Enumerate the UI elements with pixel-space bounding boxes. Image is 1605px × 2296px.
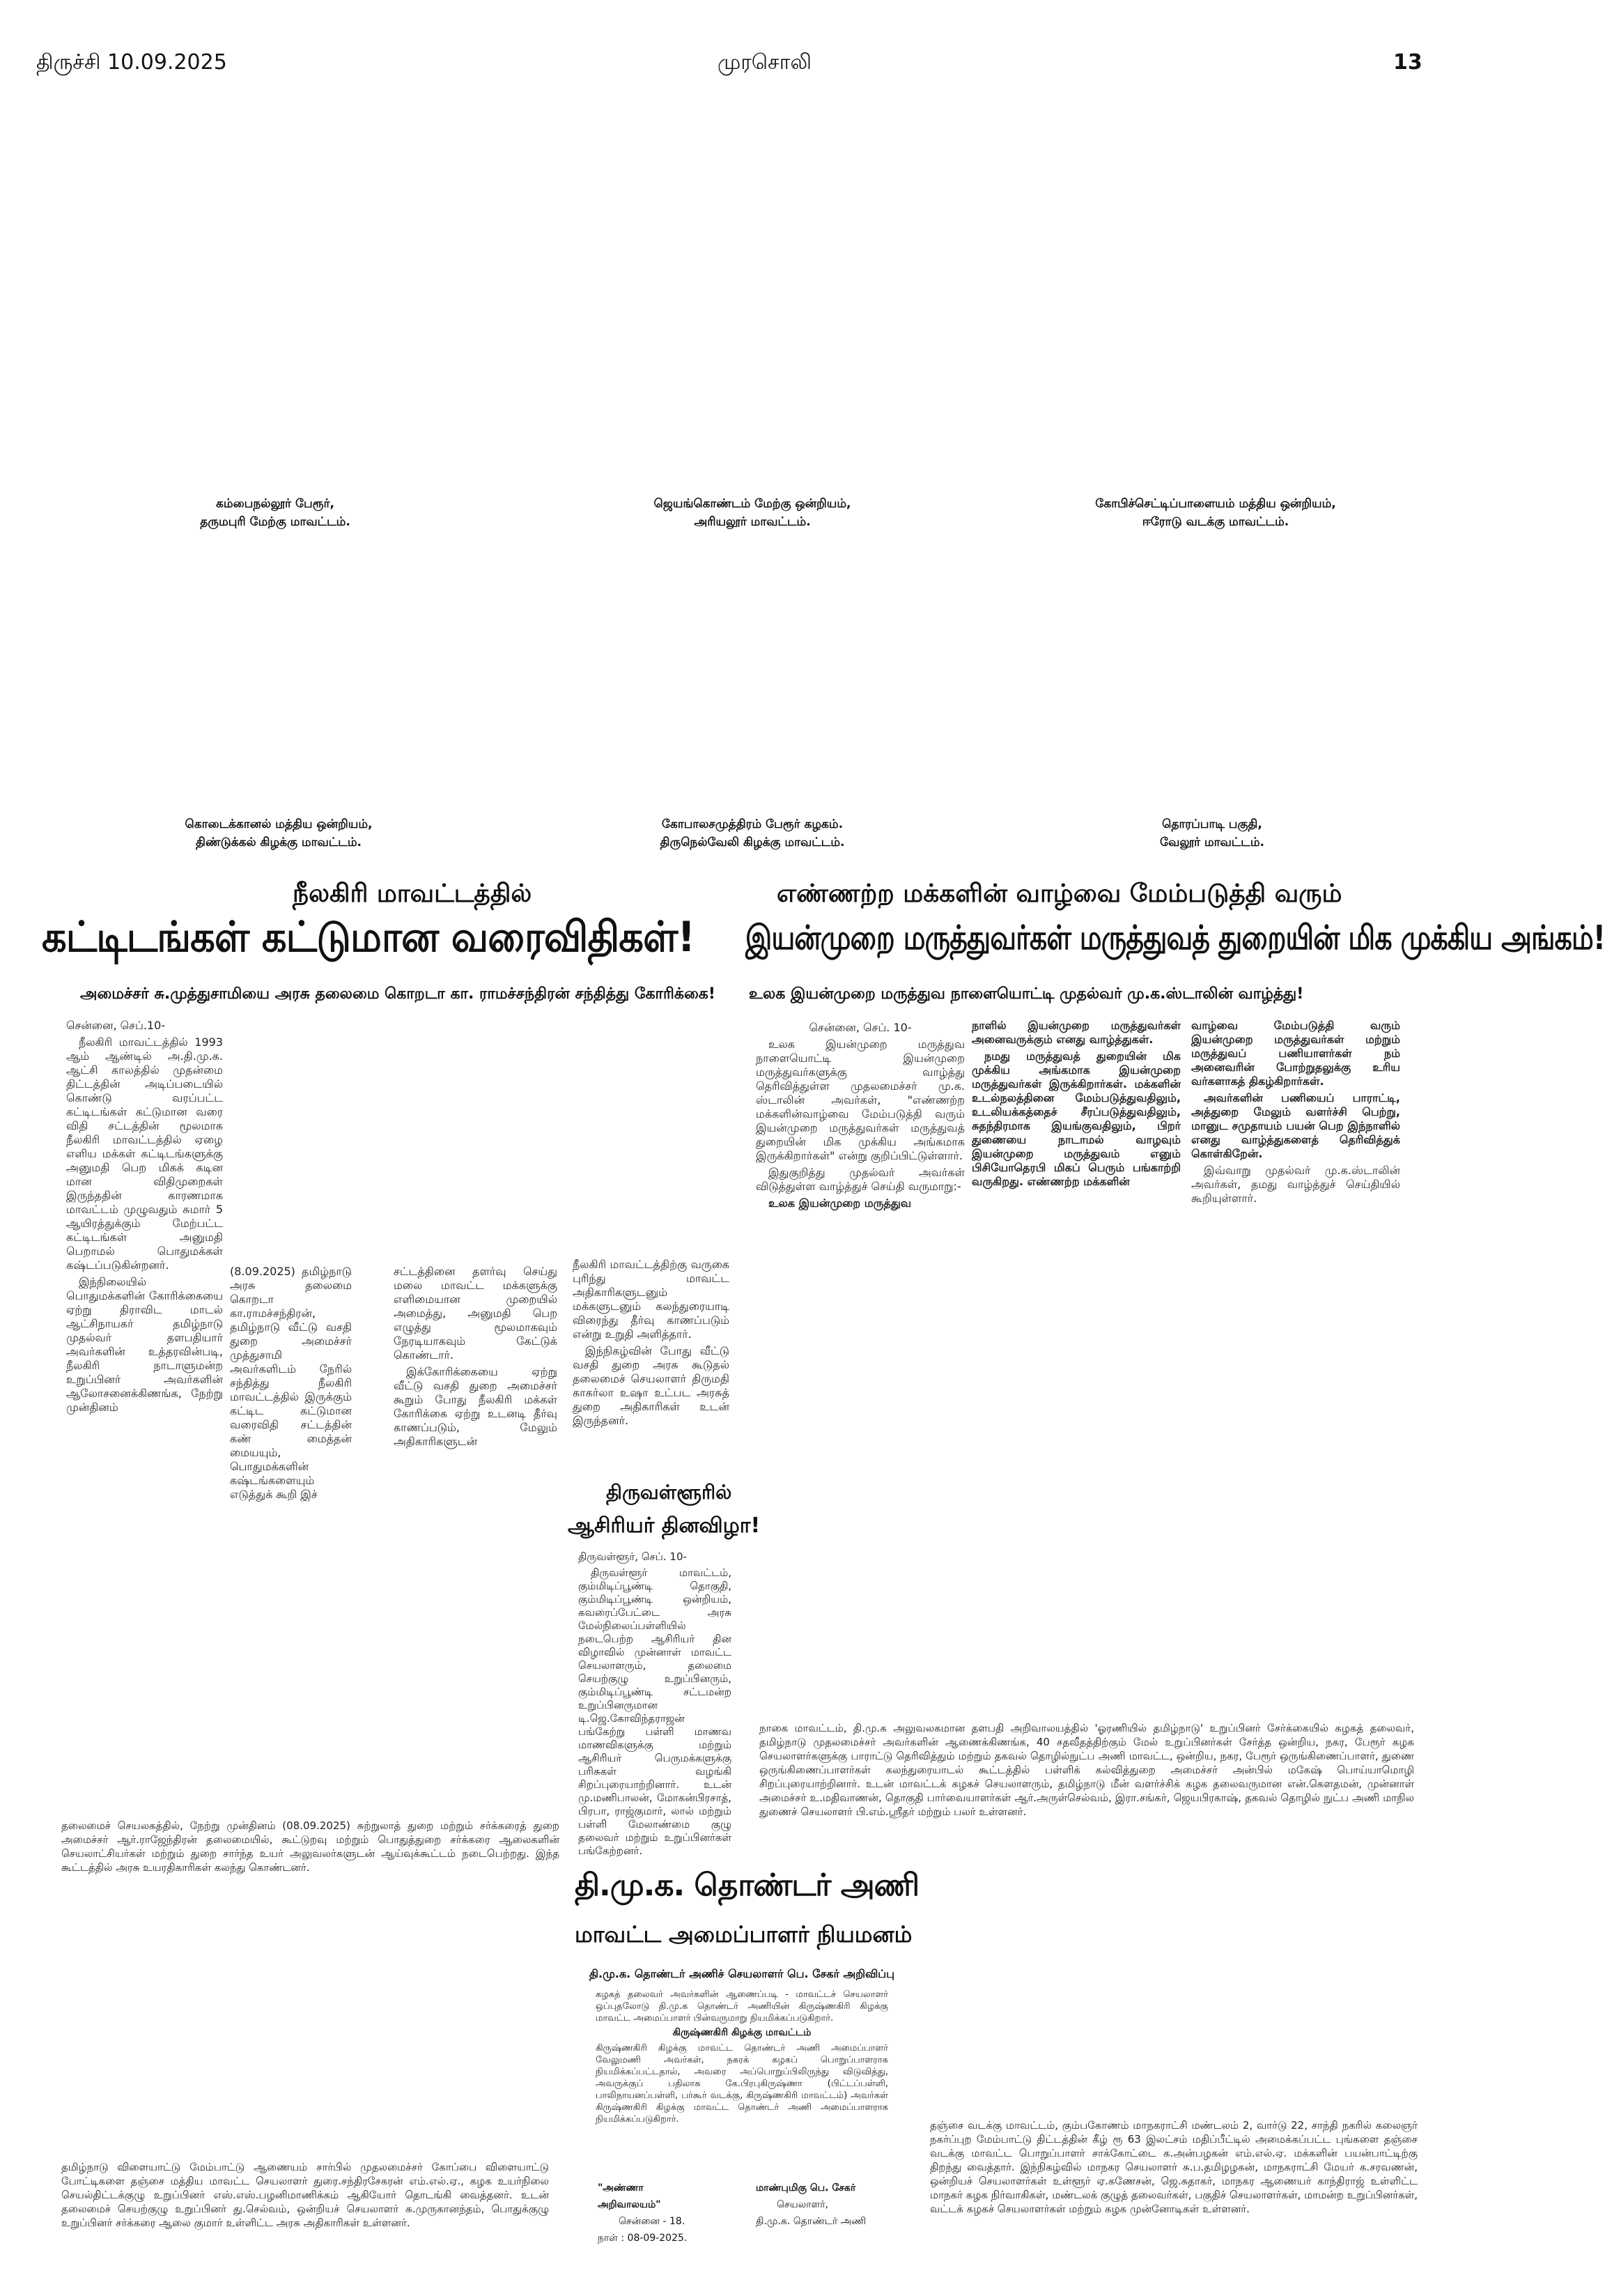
paragraph: உலக இயன்முறை மருத்துவ நாளையொட்டி இயன்முறை மருத்துவர்களுக்கு வாழ்த்து தெரிவித்துள்ள முதலமைச்சர் மு.க. ஸ்டாலின் அவர்கள், "எண்ணற்ற மக்களின்வாழ்வை மேம்படுத்தி வரும் இயன்முறை மருத்துவர்கள் மருத்துவத் துறையின் மிக முக்கிய அங்கமாக இருக்கிறார்கள்" என்று குறிப்பிட்டுள்ளார். [756,1038,965,1162]
caption-line: கோபிச்செட்டிப்பாளையம் மத்திய ஒன்றியம், [1095,497,1336,511]
dateline: திருவள்ளூர், செப். 10- [578,1550,687,1563]
story-column [573,1258,729,1467]
dateline: சென்னை, செப். 10- [809,1021,912,1034]
paragraph: நமது மருத்துவத் துறையின் மிக முக்கிய அங்கமாக இயன்முறை மருத்துவர்கள் இருக்கிறார்கள். மக்களின் உடல்நலத்தினை மேம்படுத்துவதிலும், உடலியக்கத்தைச் சீரப்படுத்துவதிலும், சுதந்திரமாக இயங்குவதிலும், பிறர் துணையை நாடாமல் வாழவும் இயன்முறை மருத்துவம் எனும் பிசியோதெரபி மிகப் பெரும் பங்காற்றி வருகிறது. எண்ணற்ற மக்களின் [972,1049,1181,1188]
paragraph: இந்நிலையில் பொதுமக்களின் கோரிக்கையை ஏற்று திராவிட மாடல் ஆட்சிநாயகர் தமிழ்நாடு முதல்வர் தளபதியார் அவர்களின் உத்தரவின்படி, நீலகிரி நாடாளுமன்ற உறுப்பினர் அவர்களின் ஆலோசனைக்கிணங்க, நேற்று முன்தினம் [66,1275,223,1414]
photo-caption: தலைமைச் செயலகத்தில், நேற்று முன்தினம் (08.09.2025) சுற்றுலாத் துறை மற்றும் சர்க்கரைத் துறை அமைச்சர் ஆர்.ராஜேந்திரன் தலைமையில், கூட்டுறவு மற்றும் பொதுத்துறை சர்க்கரை ஆலைகளின் செயலாட்சியர்கள் மற்றும் துறை சார்ந்த உயர் அலுவலர்களுடன் ஆய்வுக்கூட்டம் நடைபெற்றது. இந்த கூட்டத்தில் அரசு உயரதிகாரிகள் கலந்து கொண்டனர். [61,1819,559,1874]
story-subhead: உலக இயன்முறை மருத்துவ நாளையொட்டி முதல்வர் மு.க.ஸ்டாலின் வாழ்த்து! [749,985,1304,1003]
paragraph: (8.09.2025) தமிழ்நாடு அரசு தலைமை கொறடா கா.ராமச்சந்திரன், தமிழ்நாடு வீட்டு வசதி துறை அமைச்சர் முத்துசாமி அவர்களிடம் நேரில் சந்தித்து நீலகிரி மாவட்டத்தில் இருக்கும் கட்டிட கட்டுமான வரைவிதி சட்டத்தின் கண் மைத்தன் மையயும், பொதுமக்களின் கஷ்டங்களையும் எடுத்துக் கூறி இச் [230,1265,352,1501]
photo-caption [139,815,418,852]
caption-line: திண்டுக்கல் கிழக்கு மாவட்டம். [196,835,362,849]
story-headline: ஆசிரியர் தினவிழா! [568,1513,761,1538]
paragraph: சட்டத்தினை தளர்வு செய்து மலை மாவட்ட மக்களுக்கு எளிமையான முறையில் அமைத்து, அனுமதி பெற எழுத்து மூலமாகவும் நேரடியாகவும் கேட்டுக் கொண்டார். [394,1265,557,1362]
story-column [230,1265,352,1501]
photo-caption: நாகை மாவட்டம், தி.மு.க அலுவலகமான தளபதி அறிவாலயத்தில் 'ஓரணியில் தமிழ்நாடு' உறுப்பினர் சேர்க்கையில் கழகத் தலைவர், தமிழ்நாடு முதலமைச்சர் அவர்களின் ஆணைக்கிணங்க, 40 சதவீதத்திற்கும் மேல் உறுப்பினர்கள் சேர்த்த ஒன்றிய, நகர, பேரூர் கழக செயலாளர்களுக்கு பாராட்டு தெரிவித்தும் மற்றும் தகவல் தொழில்நுட்ப அணி மாவட்ட, ஒன்றிய, நகர, பேரூர் ஒருங்கிணைப்பாளர், துணை ஒருங்கிணைப்பாளர்கள் கலந்துரையாடல் கூட்டத்தில் பள்ளிக் கல்வித்துறை அமைச்சர் அன்பில் மகேஷ் பொய்யாமொழி சிறப்புரையாற்றினார். உடன் மாவட்டக் கழகச் செயலாளரும், தமிழ்நாடு மீன் வளர்ச்சிக் கழக தலைவருமான என்.கௌதமன், முன்னாள் அமைச்சர் உ.மதிவாணன், தொகுதி பார்வையாளர்கள் ஆர்.அருள்செல்வம், இரா.சங்கர், ஜெயபிரகாஷ், தகவல் தொழில் நுட்ப அணி மாநில துணைச் செயலாளர் பி.எம்.ஸ்ரீதர் மற்றும் பலர் உள்ளனர். [759,1722,1414,1818]
caption-line: ஈரோடு வடக்கு மாவட்டம். [1142,515,1289,529]
notice-place: "அண்ணா அறிவாலயம்" [598,2182,661,2210]
notice-date: நாள் : 08-09-2025. [598,2233,688,2244]
paragraph: அவர்களின் பணியைப் பாராட்டி, அத்துறை மேலும் வளர்ச்சி பெற்று, மானுட சமுதாயம் பயன் பெற இந்நாளில் எனது வாழ்த்துகளைத் தெரிவித்துக் கொள்கிறேன். [1191,1091,1400,1160]
paragraph: நாளில் இயன்முறை மருத்துவர்கள் அனைவருக்கும் எனது வாழ்த்துகள். [972,1019,1181,1046]
edition-date: திருச்சி 10.09.2025 [36,50,227,75]
photo-caption: தஞ்சை வடக்கு மாவட்டம், கும்பகோணம் மாநகராட்சி மண்டலம் 2, வார்டு 22, சாந்தி நகரில் கலைஞர் நகர்ப்புற மேம்பாட்டு திட்டத்தின் கீழ் ரூ 63 இலட்சம் மதிப்பீட்டில் அமைக்கப்பட்ட புங்களை தஞ்சை வடக்கு மாவட்ட பொறுப்பாளர் சாக்கோட்டை க.அன்பழகன் எம்.எல்.ஏ. மக்களின் பயன்பாட்டிற்கு திறந்து வைத்தார். இந்நிகழ்வில் மாநகர செயலாளர் சு.ப.தமிழழகன், மாநகராட்சி மேயர் க.சரவணன், ஒன்றியச் செயலாளர்கள் உள்ளூர் ஏ.கணேசன், ஜெ.சுதாகர், மாநகர ஆணையர் காந்திராஜ் உள்ளிட்ட மாநகர் கழக நிர்வாகிகள், மண்டலக் குழுத் தலைவர்கள், பகுதிச் செயலாளர்கள், மாமன்ற உறுப்பினர்கள், வட்டக் கழகச் செயலாளர்கள் மற்றும் கழக முன்னோடிகள் உள்ளனர். [930,2119,1418,2215]
story-column [66,1019,223,1465]
photo-caption [613,495,892,531]
page-number: 13 [1393,50,1422,75]
photo-caption [606,815,899,852]
notice-title: தி.மு.க. தொண்டர் அணி [575,1867,920,1903]
paragraph: இதுகுறித்து முதல்வர் அவர்கள் விடுத்துள்ள வாழ்த்துச் செய்தி வருமாறு:- [756,1166,965,1193]
notice-city: சென்னை - 18. [619,2216,685,2227]
story-headline: கட்டிடங்கள் கட்டுமான வரைவிதிகள்! [42,913,695,962]
caption-line: கோபாலசமுத்திரம் பேரூர் கழகம். [661,817,844,831]
story-kicker: நீலகிரி மாவட்டத்தில் [293,879,532,908]
notice-intro: கழகத் தலைவர் அவர்களின் ஆணைப்படி - மாவட்டச் செயலாளர் ஒப்புதலோடு தி.மு.க தொண்டர் அணியின் கிருஷ்ணகிரி கிழக்கு மாவட்ட அமைப்பாளர் பின்வருமாறு நியமிக்கப்படுகிறார். [596,1989,888,2024]
caption-line: ஜெயங்கொண்டம் மேற்கு ஒன்றியம், [653,497,851,511]
caption-line: திருநெல்வேலி கிழக்கு மாவட்டம். [660,835,845,849]
notice-body: கிருஷ்ணகிரி கிழக்கு மாவட்ட தொண்டர் அணி அமைப்பாளர் வேலுமணி அவர்கள், நகரக் கழகப் பொறுப்பாளராக நியமிக்கப்பட்டதால், அவரை அப்பொறுப்பிலிருந்து விடுவித்து, அவருக்குப் பதிலாக கே.பிரபுகிருஷ்ணா (பிட்டப்பள்ளி, பாலிநாயனப்பள்ளி, பர்கூர் வடக்கு, கிருஷ்ணகிரி மாவட்டம்) அவர்கள் கிருஷ்ணகிரி கிழக்கு மாவட்ட தொண்டர் அணி அமைப்பாளராக நியமிக்கப்படுகிறார். [596,2043,888,2125]
notice-district: கிருஷ்ணகிரி கிழக்கு மாவட்டம் [672,2027,812,2038]
caption-line: தருமபுரி மேற்கு மாவட்டம். [200,515,350,529]
notice-signature-block [756,2180,895,2230]
paragraph: நீலகிரி மாவட்டத்தில் 1993 ஆம் ஆண்டில் அ.தி.மு.க. ஆட்சி காலத்தில் முதன்மை திட்டத்தின் அடிப்படையில் கொண்டு வரப்பட்ட கட்டிடங்கள் கட்டுமான வரை விதி சட்டத்தின் மூலமாக நீலகிரி மாவட்டத்தில் ஏழை எளிய மக்கள் கட்டிடங்களுக்கு அனுமதி பெற மிகக் கடின மான விதிமுறைகள் இருந்ததின் காரணமாக மாவட்டம் முழுவதும் சுமார் 5 ஆயிரத்துக்கும் மேற்பட்ட கட்டிடங்கள் அனுமதி பெறாமல் பொதுமக்கள் கஷ்டப்படுகின்றனர். [66,1035,223,1272]
paragraph: திருவள்ளூர் மாவட்டம், கும்மிடிப்பூண்டி தொகுதி, கும்மிடிப்பூண்டி ஒன்றியம், கவரைப்பேட்டை அரசு மேல்நிலைப்பள்ளியில் நடைபெற்ற ஆசிரியர் தின விழாவில் முன்னாள் மாவட்ட செயலாளரும், தலைமை செயற்குழு உறுப்பினரும், கும்மிடிப்பூண்டி சட்டமன்ற உறுப்பினருமான டி.ஜெ.கோவிந்தராஜன் பங்கேற்று பள்ளி மாணவ மாணவிகளுக்கு மற்றும் ஆசிரியர் பெருமக்களுக்கு பரிசுகள் வழங்கி சிறப்புரையாற்றினார். உடன் மு.மணிபாலன், மோகன்பிரசாத், பிரபா, ராஜ்குமார், லால் மற்றும் பள்ளி மேலாண்மை குழு தலைவர் மற்றும் உறுப்பினர்கள் பங்கேற்றனர். [578,1566,731,1857]
notice-signature-org: தி.மு.க. தொண்டர் அணி [756,2216,867,2227]
story-kicker: எண்ணற்ற மக்களின் வாழ்வை மேம்படுத்தி வரும் [777,879,1342,908]
paragraph: இந்நிகழ்வின் போது வீட்டு வசதி துறை அரசு கூடுதல் தலைமைச் செயலாளர் திருமதி காகர்லா உஷா உட்பட அரசுத் துறை அதிகாரிகள் உடன் இருந்தனர். [573,1344,729,1427]
story-column [394,1265,557,1467]
photo-caption [1059,495,1372,531]
story-column [1191,1019,1400,1252]
notice-byline: தி.மு.க. தொண்டர் அணிச் செயலாளர் பெ. சேகர் அறிவிப்பு [589,1967,895,1980]
caption-line: அரியலூர் மாவட்டம். [694,515,811,529]
paragraph: இக்கோரிக்கையை ஏற்று வீட்டு வசதி துறை அமைச்சர் கூறும் போது நீலகிரி மக்கள் கோரிக்கை ஏற்று உடனடி தீர்வு காணப்படும், மேலும் அதிகாரிகளுடன் [394,1365,557,1448]
caption-line: தொரப்பாடி பகுதி, [1162,817,1262,831]
photo-caption [150,495,401,531]
photo-caption [1087,815,1338,852]
story-column [756,1021,965,1251]
paragraph: வாழ்வை மேம்படுத்தி வரும் இயன்முறை மருத்துவர்கள் மற்றும் மருத்துவப் பணியாளர்கள் நம் அனைவரின் போற்றுதலுக்கு உரிய வர்களாகத் திகழ்கிறார்கள். [1191,1019,1400,1088]
paragraph: உலக இயன்முறை மருத்துவ [768,1196,912,1210]
notice-subtitle: மாவட்ட அமைப்பாளர் நியமனம் [575,1921,913,1948]
story-column [578,1550,731,1857]
notice-signature-role: செயலாளர், [777,2199,828,2210]
notice-signature-name: மாண்புமிகு பெ. சேகர் [756,2182,856,2194]
story-kicker: திருவள்ளூரில் [606,1481,732,1504]
caption-line: வேலூர் மாவட்டம். [1160,835,1264,849]
dateline: சென்னை, செப்.10- [66,1019,166,1032]
masthead: முரசொலி [718,50,812,75]
notice-place-block [598,2180,709,2247]
caption-line: கம்பைநல்லூர் பேரூர், [216,497,334,511]
paragraph: இவ்வாறு முதல்வர் மு.க.ஸ்டாலின் அவர்கள், தமது வாழ்த்துச் செய்தியில் கூறியுள்ளார். [1191,1164,1400,1205]
story-headline: இயன்முறை மருத்துவர்கள் மருத்துவத் துறையின் மிக முக்கிய அங்கம்! [745,918,1605,957]
story-column [972,1019,1181,1252]
story-subhead: அமைச்சர் சு.முத்துசாமியை அரசு தலைமை கொறடா கா. ராமச்சந்திரன் சந்தித்து கோரிக்கை! [80,985,715,1003]
caption-line: கொடைக்கானல் மத்திய ஒன்றியம், [185,817,373,831]
paragraph: நீலகிரி மாவட்டத்திற்கு வருகை புரிந்து மாவட்ட அதிகாரிகளுடனும் மக்களுடனும் கலந்துரையாடி விரைந்து தீர்வு காணப்படும் என்று உறுதி அளித்தார். [573,1258,729,1341]
photo-caption: தமிழ்நாடு விளையாட்டு மேம்பாட்டு ஆணையம் சார்பில் முதலமைச்சர் கோப்பை விளையாட்டு போட்டிகளை தஞ்சை மத்திய மாவட்ட செயலாளர் துரை.சந்திரசேகரன் எம்.எல்.ஏ., கழக உயர்நிலை செயல்திட்டக்குழு உறுப்பினர் எஸ்.எஸ்.பழனிமாணிக்கம் ஆகியோர் தொடங்கி வைத்தனர். உடன் தலைமைச் செயற்குழு உறுப்பினர் து.செல்வம், ஒன்றியச் செயலாளர் சு.முருகானந்தம், பொதுக்குழு உறுப்பினர் சர்க்கரை ஆலை குமார் உள்ளிட்ட அரசு அதிகாரிகள் உள்ளனர். [61,2161,549,2229]
